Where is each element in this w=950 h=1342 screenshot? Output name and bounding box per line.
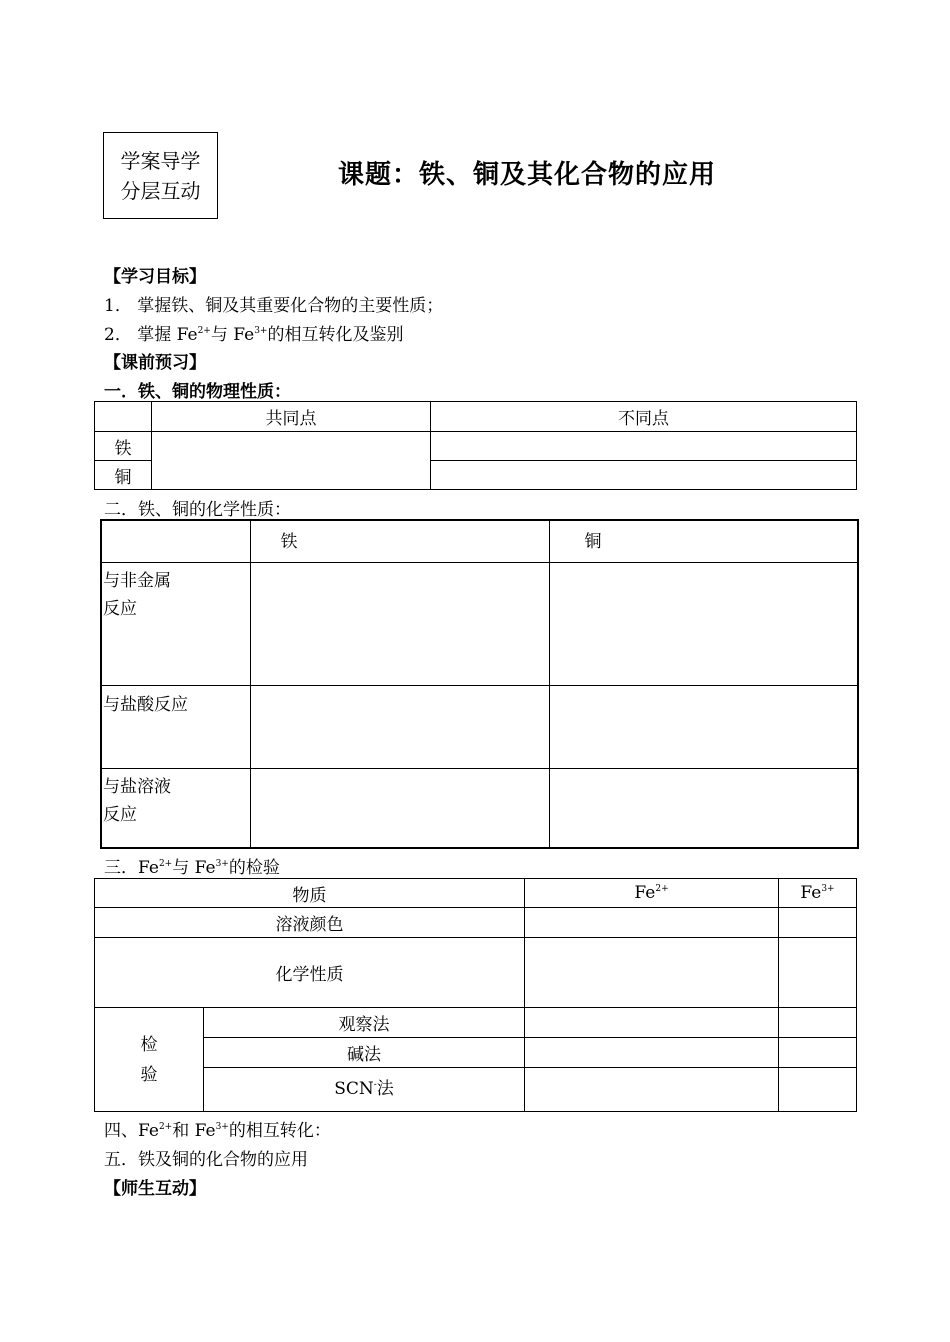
- section3-heading: [104, 853, 280, 878]
- row-label-salt-line-1: 与盐溶液: [103, 776, 171, 797]
- row-label-nonmetal: [101, 562, 250, 685]
- objective-item-2-sup-1: 2+: [197, 326, 211, 336]
- objective-item-2-suffix: 的相互转化及鉴别: [267, 325, 404, 345]
- corner-cell: [95, 402, 152, 432]
- header-fe3-sup: 3+: [821, 884, 835, 894]
- objective-item-2: [104, 320, 403, 345]
- objective-item-1: 1． 掌握铁、铜及其重要化合物的主要性质；: [104, 296, 444, 316]
- method-scn-suffix: 法: [376, 1079, 394, 1099]
- section4-suffix: 的相互转化：: [228, 1121, 331, 1141]
- iron-nonmetal-cell: [250, 562, 549, 685]
- row-label-nonmetal-line-2: 反应: [103, 598, 137, 619]
- row-label-salt-line-2: 反应: [103, 804, 137, 825]
- header-copper: 铜: [549, 520, 858, 562]
- row-label-hcl: 与盐酸反应: [101, 685, 250, 768]
- fe2-alkali-cell: [525, 1038, 779, 1068]
- ion-test-table: [94, 878, 857, 1112]
- fe2-color-cell: [525, 908, 779, 938]
- section4-heading: [104, 1116, 331, 1141]
- fe2-chem-cell: [525, 938, 779, 1008]
- row-label-test: [95, 1008, 204, 1112]
- header-fe3-text: Fe: [800, 883, 822, 903]
- badge-line-1: 学案导学: [120, 148, 201, 173]
- header-fe2-sup: 2+: [655, 884, 669, 894]
- section4-sup-2: 3+: [215, 1122, 229, 1132]
- preview-heading: 【课前预习】: [104, 353, 206, 373]
- row-label-test-line-2: 验: [140, 1064, 158, 1085]
- objective-item-2-prefix: 2． 掌握 Fe: [104, 325, 198, 345]
- header-fe2-text: Fe: [634, 883, 656, 903]
- fe3-scn-cell: [779, 1068, 857, 1112]
- section2-heading: 二．铁、铜的化学性质：: [104, 500, 291, 520]
- section4-sup-1: 2+: [158, 1122, 173, 1132]
- section3-heading-prefix: 三．Fe: [104, 858, 159, 878]
- fe2-scn-cell: [525, 1068, 779, 1112]
- section4-mid: 和 Fe: [172, 1121, 216, 1141]
- header-iron: 铁: [250, 520, 549, 562]
- row-label-salt: [101, 768, 250, 848]
- section4-prefix: 四、Fe: [104, 1121, 159, 1141]
- badge-box: [103, 132, 218, 219]
- chemical-properties-table: [100, 519, 859, 849]
- header-substance: 物质: [95, 879, 525, 908]
- method-scn-sup: -: [373, 1080, 377, 1090]
- interaction-heading: 【师生互动】: [104, 1179, 206, 1199]
- section1-heading: 一．铁、铜的物理性质：: [104, 382, 291, 402]
- objective-item-2-mid: 与 Fe: [210, 325, 255, 345]
- header-fe3: [779, 879, 857, 908]
- fe3-observe-cell: [779, 1008, 857, 1038]
- copper-diff-cell: [431, 461, 857, 490]
- method-alkali: 碱法: [204, 1038, 525, 1068]
- section3-heading-suffix: 的检验: [228, 858, 280, 878]
- row-label-copper: 铜: [95, 461, 152, 490]
- method-scn-prefix: SCN: [334, 1079, 374, 1099]
- fe3-chem-cell: [779, 938, 857, 1008]
- row-label-test-line-1: 检: [140, 1034, 158, 1055]
- corner-cell: [101, 520, 250, 562]
- iron-diff-cell: [431, 432, 857, 461]
- iron-hcl-cell: [250, 685, 549, 768]
- method-scn: [204, 1068, 525, 1112]
- fe2-observe-cell: [525, 1008, 779, 1038]
- common-cell: [152, 432, 431, 490]
- badge-line-2: 分层互动: [120, 178, 201, 203]
- section3-heading-sup-1: 2+: [158, 859, 173, 869]
- iron-salt-cell: [250, 768, 549, 848]
- row-label-iron: 铁: [95, 432, 152, 461]
- physical-properties-table: [94, 401, 857, 490]
- copper-nonmetal-cell: [549, 562, 858, 685]
- method-observe: 观察法: [204, 1008, 525, 1038]
- copper-hcl-cell: [549, 685, 858, 768]
- row-label-nonmetal-line-1: 与非金属: [103, 570, 171, 591]
- page-title: 课题：铁、铜及其化合物的应用: [338, 160, 717, 190]
- objective-item-2-sup-2: 3+: [254, 326, 268, 336]
- header-different: 不同点: [431, 402, 857, 432]
- copper-salt-cell: [549, 768, 858, 848]
- header-common: 共同点: [152, 402, 431, 432]
- header-fe2: [525, 879, 779, 908]
- section3-heading-sup-2: 3+: [215, 859, 229, 869]
- fe3-color-cell: [779, 908, 857, 938]
- section5-heading: 五．铁及铜的化合物的应用: [104, 1150, 308, 1170]
- row-label-color: 溶液颜色: [95, 908, 525, 938]
- objectives-heading: 【学习目标】: [104, 267, 206, 287]
- fe3-alkali-cell: [779, 1038, 857, 1068]
- row-label-chem: 化学性质: [95, 938, 525, 1008]
- section3-heading-mid: 与 Fe: [172, 858, 216, 878]
